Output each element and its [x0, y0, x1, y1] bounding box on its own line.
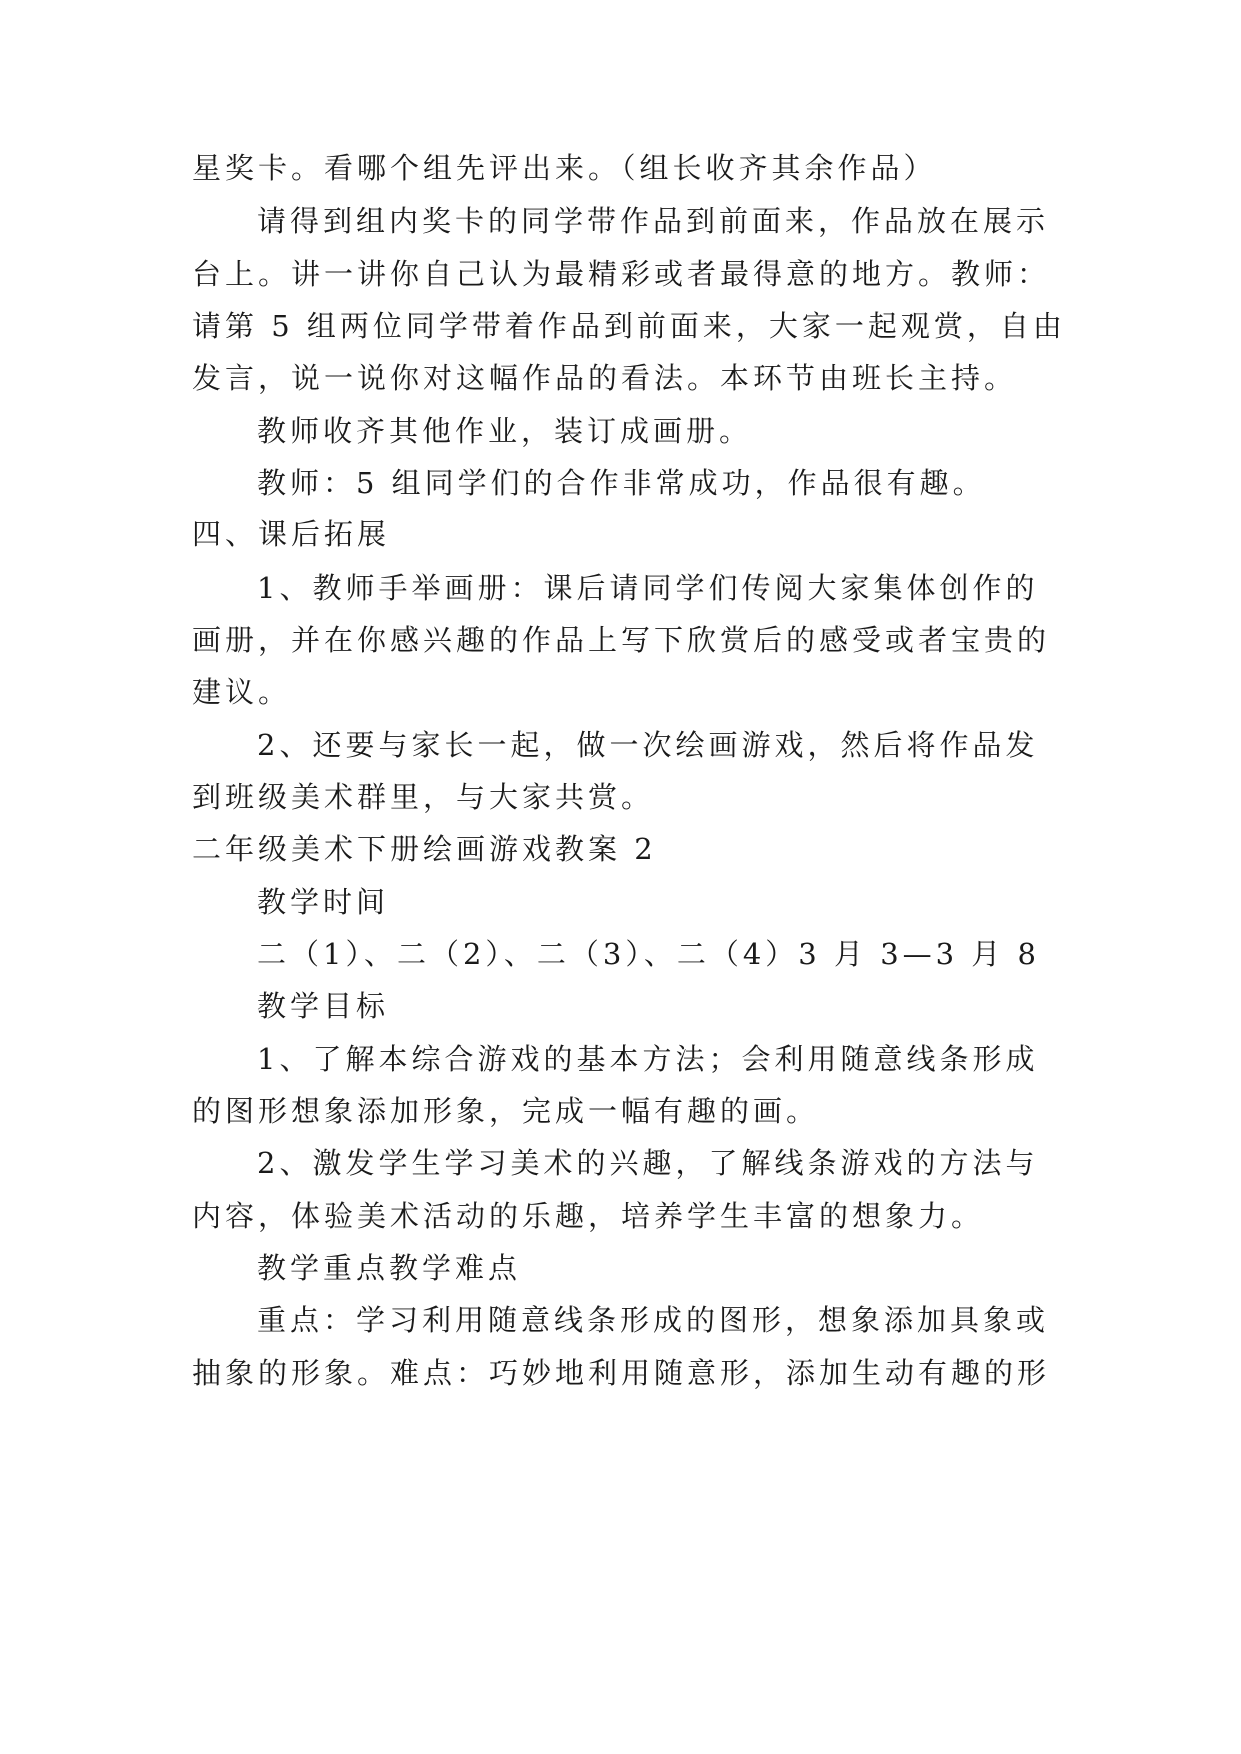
text-line: 教师收齐其他作业，装订成画册。: [257, 414, 753, 448]
text-line: 的图形想象添加形象，完成一幅有趣的画。: [192, 1094, 820, 1128]
text-line: 教师：5 组同学们的合作非常成功，作品很有趣。: [257, 466, 986, 500]
subheading: 教学时间: [257, 885, 390, 919]
text-line: 二（1）、二（2）、二（3）、二（4）3 月 3—3 月 8: [257, 937, 1040, 971]
text-line: 抽象的形象。难点：巧妙地利用随意形，添加生动有趣的形: [192, 1356, 1051, 1390]
text-line: 请第 5 组两位同学带着作品到前面来，大家一起观赏，自由: [192, 309, 1066, 343]
text-line: 到班级美术群里，与大家共赏。: [192, 780, 655, 814]
text-line: 重点：学习利用随意线条形成的图形，想象添加具象或: [257, 1303, 1050, 1337]
document-title: 二年级美术下册绘画游戏教案 2: [192, 832, 657, 866]
subheading: 教学重点教学难点: [257, 1251, 522, 1285]
text-line: 2、还要与家长一起，做一次绘画游戏，然后将作品发: [257, 728, 1039, 762]
section-heading: 四、课后拓展: [192, 517, 391, 551]
text-line: 请得到组内奖卡的同学带作品到前面来，作品放在展示: [257, 204, 1050, 238]
text-line: 1、了解本综合游戏的基本方法；会利用随意线条形成: [257, 1042, 1039, 1076]
text-line: 内容，体验美术活动的乐趣，培养学生丰富的想象力。: [192, 1199, 985, 1233]
text-line: 星奖卡。看哪个组先评出来。（组长收齐其余作品）: [192, 151, 937, 185]
text-line: 1、教师手举画册：课后请同学们传阅大家集体创作的: [257, 571, 1039, 605]
text-line: 画册，并在你感兴趣的作品上写下欣赏后的感受或者宝贵的: [192, 623, 1051, 657]
text-line: 建议。: [192, 675, 292, 709]
subheading: 教学目标: [257, 989, 390, 1023]
text-line: 台上。讲一讲你自己认为最精彩或者最得意的地方。教师：: [192, 257, 1051, 291]
text-line: 2、激发学生学习美术的兴趣，了解线条游戏的方法与: [257, 1146, 1039, 1180]
text-line: 发言，说一说你对这幅作品的看法。本环节由班长主持。: [192, 361, 1018, 395]
